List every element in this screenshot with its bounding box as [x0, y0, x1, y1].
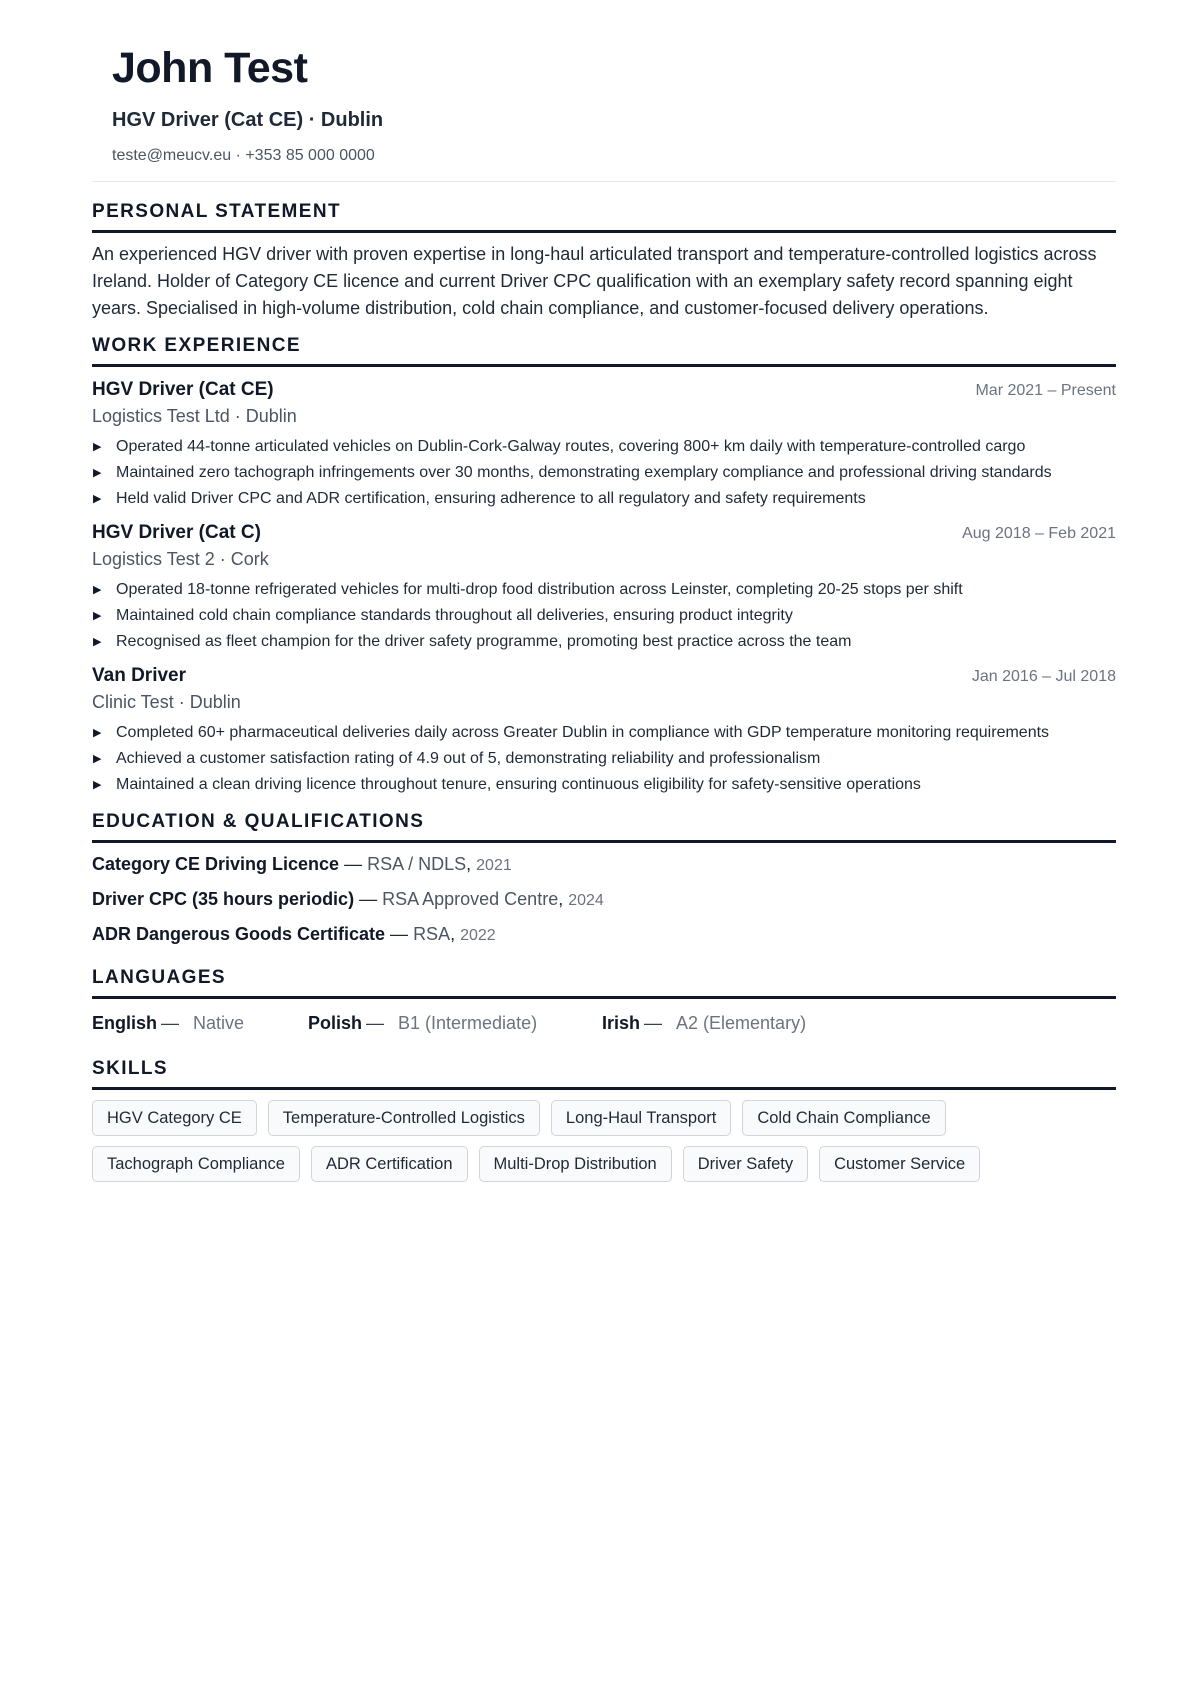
skill-tag: ADR Certification	[311, 1146, 468, 1182]
job-title: Van Driver	[92, 665, 186, 686]
section-title-experience: WORK EXPERIENCE	[92, 334, 1116, 367]
job-bullets	[92, 722, 1116, 796]
job-dates: Jan 2016 – Jul 2018	[971, 668, 1116, 685]
language-name: English	[92, 1013, 158, 1033]
skills-list	[92, 1100, 1116, 1182]
triangle-right-icon: ▶	[93, 610, 102, 622]
job-company: Logistics Test 2 · Cork	[92, 549, 269, 569]
triangle-right-icon: ▶	[93, 727, 102, 739]
personal-statement-text: An experienced HGV driver with proven expertise in long-haul articulated transport and temperature-controlled logistics across Ireland. Holder of Category CE licence and current Driver CPC qualification with an exemplary safety record spanning eight years. Specialised in high-volume distribution, cold chain compliance, and customer-focused delivery operations.	[92, 244, 1097, 318]
triangle-right-icon: ▶	[93, 467, 102, 479]
job-bullet: ▶ Completed 60+ pharmaceutical deliveries daily across Greater Dublin in compliance with GDP temperature monitoring requirements	[92, 722, 1116, 744]
job-company: Logistics Test Ltd · Dublin	[92, 406, 297, 426]
language-item: English — Native	[92, 1013, 245, 1033]
candidate-name: John Test	[112, 44, 308, 92]
job-bullets	[92, 436, 1116, 510]
skill-tag: Tachograph Compliance	[92, 1146, 300, 1182]
job-dates: Mar 2021 – Present	[975, 382, 1116, 399]
skill-tag: Temperature-Controlled Logistics	[268, 1100, 540, 1136]
triangle-right-icon: ▶	[93, 636, 102, 648]
qualification-name: ADR Dangerous Goods Certificate	[92, 924, 386, 944]
language-level: B1 (Intermediate)	[398, 1013, 538, 1033]
triangle-right-icon: ▶	[93, 493, 102, 505]
languages-section	[92, 966, 1116, 1035]
skills-section	[92, 1057, 1116, 1182]
job-bullet: ▶ Operated 18-tonne refrigerated vehicles for multi-drop food distribution across Leinster, completing 20-25 stops per shift	[92, 579, 1116, 601]
qualification-item: ADR Dangerous Goods Certificate — RSA, 2022	[92, 924, 496, 944]
personal-statement-section	[92, 200, 1116, 322]
resume-body	[92, 200, 1116, 1182]
section-title-languages: LANGUAGES	[92, 966, 1116, 999]
education-section	[92, 810, 1116, 948]
resume-header	[112, 44, 383, 166]
qualification-item: Category CE Driving Licence — RSA / NDLS, 2021	[92, 854, 512, 874]
job-title: HGV Driver (Cat C)	[92, 522, 261, 543]
language-item: Polish — B1 (Intermediate)	[308, 1013, 538, 1033]
job-entry	[92, 520, 1116, 653]
contact-info: teste@meucv.eu · +353 85 000 0000	[112, 147, 375, 164]
qualification-year: 2024	[568, 892, 604, 909]
language-name: Irish	[602, 1013, 641, 1033]
skill-tag: Long-Haul Transport	[551, 1100, 731, 1136]
section-title-skills: SKILLS	[92, 1057, 1116, 1090]
job-bullets	[92, 579, 1116, 653]
qualification-year: 2022	[460, 927, 496, 944]
skill-tag: Driver Safety	[683, 1146, 808, 1182]
job-title: HGV Driver (Cat CE)	[92, 379, 274, 400]
job-bullet: ▶ Maintained a clean driving licence throughout tenure, ensuring continuous eligibility for safety-sensitive operations	[92, 774, 1116, 796]
triangle-right-icon: ▶	[93, 441, 102, 453]
qualification-issuer: RSA / NDLS	[367, 854, 467, 874]
job-bullet: ▶ Operated 44-tonne articulated vehicles on Dublin-Cork-Galway routes, covering 800+ km daily with temperature-controlled cargo	[92, 436, 1116, 458]
candidate-headline: HGV Driver (Cat CE) · Dublin	[112, 109, 384, 131]
job-bullet: ▶ Recognised as fleet champion for the driver safety programme, promoting best practice across the team	[92, 631, 1116, 653]
language-item: Irish — A2 (Elementary)	[602, 1013, 807, 1033]
qualification-name: Driver CPC (35 hours periodic)	[92, 889, 355, 909]
job-bullet: ▶ Achieved a customer satisfaction rating of 4.9 out of 5, demonstrating reliability and professionalism	[92, 748, 1116, 770]
triangle-right-icon: ▶	[93, 779, 102, 791]
job-bullet: ▶ Maintained cold chain compliance standards throughout all deliveries, ensuring product integrity	[92, 605, 1116, 627]
job-company: Clinic Test · Dublin	[92, 692, 241, 712]
section-title-education: EDUCATION & QUALIFICATIONS	[92, 810, 1116, 843]
job-entry	[92, 663, 1116, 796]
triangle-right-icon: ▶	[93, 753, 102, 765]
languages-list	[92, 1011, 1116, 1035]
skill-tag: Cold Chain Compliance	[742, 1100, 945, 1136]
language-level: Native	[193, 1013, 245, 1033]
job-entry	[92, 377, 1116, 510]
job-bullet: ▶ Maintained zero tachograph infringements over 30 months, demonstrating exemplary compliance and professional driving standards	[92, 462, 1116, 484]
job-bullet: ▶ Held valid Driver CPC and ADR certification, ensuring adherence to all regulatory and safety requirements	[92, 488, 1116, 510]
skill-tag: Multi-Drop Distribution	[479, 1146, 672, 1182]
header-divider	[92, 181, 1116, 182]
section-title-statement: PERSONAL STATEMENT	[92, 200, 1116, 233]
qualification-year: 2021	[476, 857, 512, 874]
skill-tag: Customer Service	[819, 1146, 980, 1182]
skill-tag: HGV Category CE	[92, 1100, 257, 1136]
language-name: Polish	[308, 1013, 363, 1033]
job-dates: Aug 2018 – Feb 2021	[962, 525, 1116, 542]
qualification-name: Category CE Driving Licence	[92, 854, 340, 874]
language-level: A2 (Elementary)	[676, 1013, 807, 1033]
work-experience-section	[92, 334, 1116, 796]
qualification-item: Driver CPC (35 hours periodic) — RSA Approved Centre, 2024	[92, 889, 604, 909]
triangle-right-icon: ▶	[93, 584, 102, 596]
qualification-issuer: RSA	[413, 924, 451, 944]
qualification-issuer: RSA Approved Centre	[382, 889, 559, 909]
